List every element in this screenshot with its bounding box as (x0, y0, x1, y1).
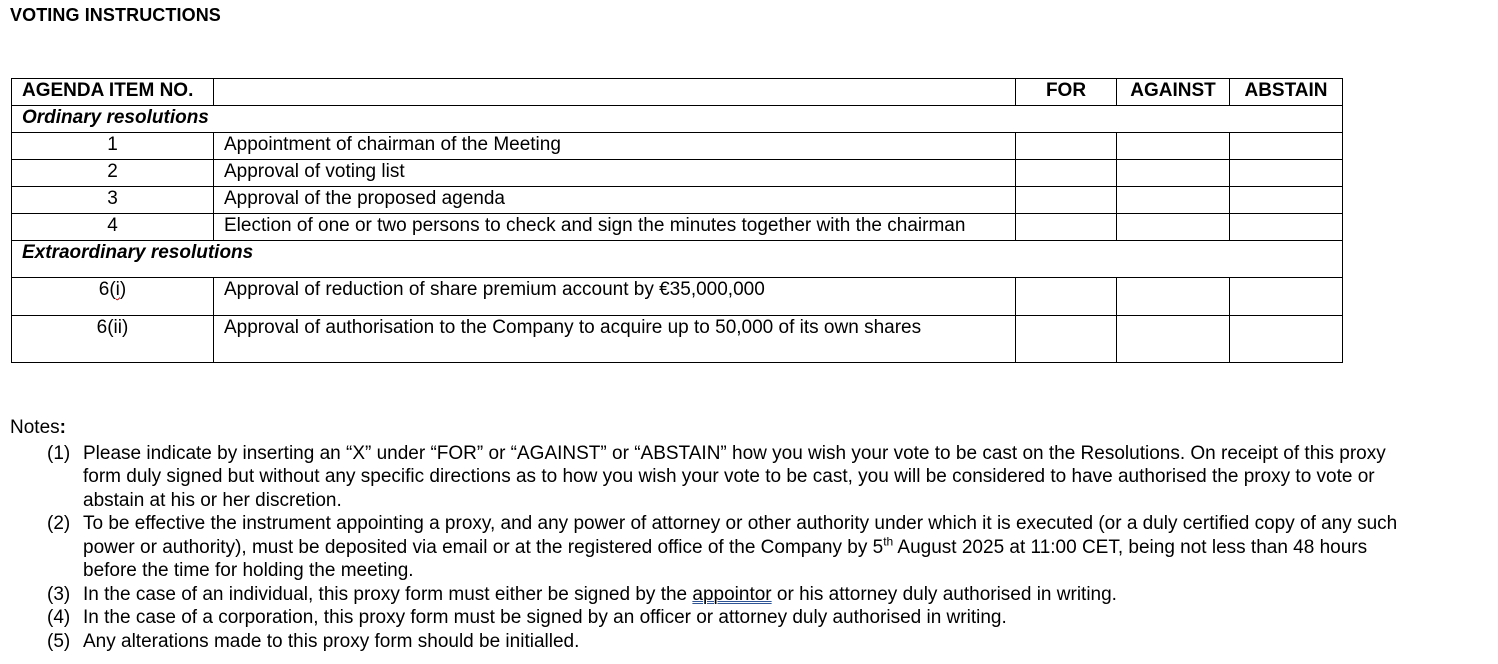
agenda-item-number (12, 278, 214, 316)
table-row (12, 187, 1343, 214)
note-text-part: In the case of an individual, this proxy form must either be signed by the (83, 583, 693, 605)
vote-cell-for[interactable] (1016, 214, 1117, 241)
notes-heading-colon: : (59, 417, 66, 438)
note-text (83, 583, 1420, 607)
grammar-flagged-word: appointor (692, 583, 772, 605)
note-text (83, 512, 1420, 583)
vote-cell-abstain[interactable] (1230, 160, 1343, 187)
vote-cell-for[interactable] (1016, 160, 1117, 187)
note-text-part: August 2025 at 11:00 CET, being not less than 48 hours before the time for holding the meeting. (83, 536, 1368, 581)
vote-cell-against[interactable] (1117, 160, 1230, 187)
page-title: VOTING INSTRUCTIONS (10, 5, 221, 25)
notes-section (10, 416, 1420, 653)
note-number: (2) (47, 513, 71, 534)
note-number: (3) (47, 583, 71, 605)
vote-cell-abstain[interactable] (1230, 133, 1343, 160)
header-agenda-item-no: AGENDA ITEM NO. (12, 79, 214, 106)
table-header-row (12, 79, 1343, 106)
notes-heading-text: Notes (10, 417, 60, 438)
note-text-part: or his attorney duly authorised in writing. (771, 583, 1117, 605)
table-row (12, 133, 1343, 160)
vote-cell-for[interactable] (1016, 133, 1117, 160)
agenda-item-number-prefix: 6( (98, 279, 116, 300)
ordinal-suffix: th (883, 534, 894, 549)
vote-cell-abstain[interactable] (1230, 316, 1343, 363)
agenda-item-description: Appointment of chairman of the Meeting (214, 133, 1016, 160)
note-number: (5) (47, 630, 71, 652)
table-row (12, 160, 1343, 187)
section-row-extraordinary (12, 241, 1343, 278)
note-item (10, 512, 1420, 583)
vote-cell-for[interactable] (1016, 187, 1117, 214)
section-row-ordinary (12, 106, 1343, 133)
note-number: (4) (47, 607, 71, 628)
note-item (10, 442, 1420, 513)
vote-cell-abstain[interactable] (1230, 278, 1343, 316)
agenda-item-description: Approval of voting list (214, 160, 1016, 187)
notes-heading (10, 416, 1420, 440)
note-text: In the case of a corporation, this proxy form must be signed by an officer or attorney duly authorised in writing. (83, 607, 1007, 628)
agenda-item-description: Approval of the proposed agenda (214, 187, 1016, 214)
note-text-part: To be effective the instrument appointing a proxy, and any power of attorney or other authority under which it is executed (or a duly certified copy of any such power or authority), must be deposited via email or at the registered office of the Company by 5 (83, 513, 1398, 558)
section-label-extraordinary: Extraordinary resolutions (12, 241, 1343, 278)
note-number: (1) (47, 442, 71, 464)
agenda-item-number-suffix: ) (119, 279, 127, 300)
vote-cell-abstain[interactable] (1230, 187, 1343, 214)
table-row (12, 214, 1343, 241)
header-abstain: ABSTAIN (1230, 79, 1343, 106)
note-text: Any alterations made to this proxy form should be initialled. (83, 630, 580, 652)
header-for: FOR (1016, 79, 1117, 106)
vote-cell-for[interactable] (1016, 316, 1117, 363)
section-label-ordinary: Ordinary resolutions (12, 106, 1343, 133)
agenda-item-number: 6(ii) (12, 316, 214, 363)
vote-cell-against[interactable] (1117, 187, 1230, 214)
agenda-item-number: 3 (12, 187, 214, 214)
vote-cell-against[interactable] (1117, 278, 1230, 316)
table-row (12, 316, 1343, 363)
vote-cell-against[interactable] (1117, 316, 1230, 363)
agenda-item-number: 4 (12, 214, 214, 241)
agenda-item-description: Approval of reduction of share premium account by €35,000,000 (214, 278, 1016, 316)
note-item (10, 583, 1420, 607)
vote-cell-abstain[interactable] (1230, 214, 1343, 241)
header-description (214, 79, 1016, 106)
agenda-item-description: Approval of authorisation to the Company to acquire up to 50,000 of its own shares (214, 316, 1016, 363)
agenda-item-description: Election of one or two persons to check and sign the minutes together with the chairman (214, 214, 1016, 241)
note-text: Please indicate by inserting an “X” under “FOR” or “AGAINST” or “ABSTAIN” how you wish your vote to be cast on the Resolutions. On receipt of this proxy form duly signed but without any specific directions as to how you wish your vote to be cast, you will be considered to have authorised the proxy to vote or abstain at his or her discretion. (83, 442, 1386, 511)
voting-table (11, 78, 1343, 363)
note-item (10, 606, 1420, 630)
vote-cell-for[interactable] (1016, 278, 1117, 316)
agenda-item-number: 1 (12, 133, 214, 160)
table-row (12, 278, 1343, 316)
agenda-item-number: 2 (12, 160, 214, 187)
note-item (10, 630, 1420, 654)
spellcheck-flagged-text: i (115, 279, 120, 300)
vote-cell-against[interactable] (1117, 133, 1230, 160)
header-against: AGAINST (1117, 79, 1230, 106)
vote-cell-against[interactable] (1117, 214, 1230, 241)
